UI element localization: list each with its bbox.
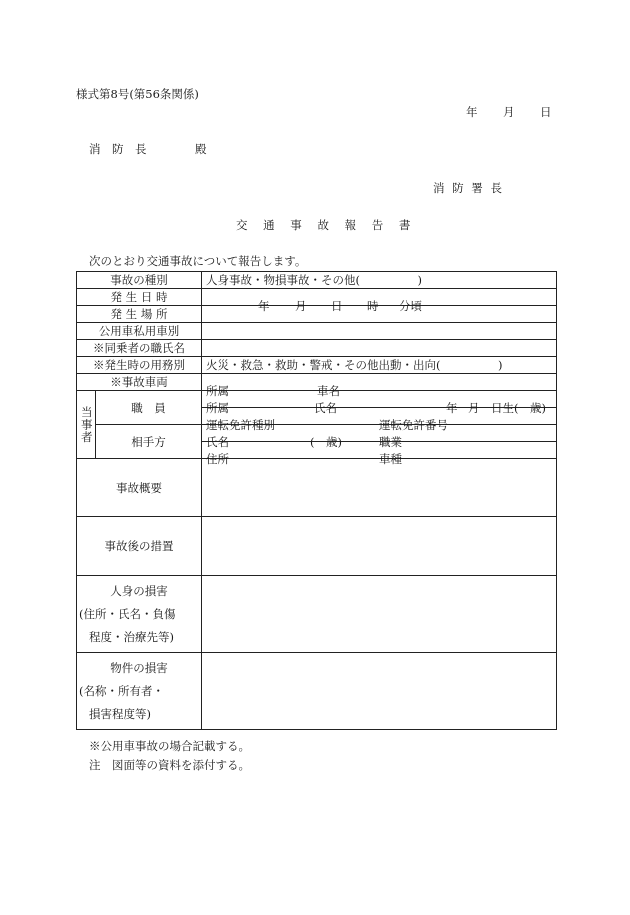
vehicle-kind-label: 公用車私用車別	[77, 323, 202, 340]
sender: 消 防 署 長	[433, 181, 504, 195]
dt-month: 月	[295, 299, 307, 313]
row-vehicle	[77, 374, 557, 391]
honorific: 殿	[195, 142, 207, 156]
property-damage-label-cell	[77, 653, 202, 730]
report-table	[76, 271, 557, 730]
measures-value[interactable]	[202, 517, 557, 576]
vehicle-kind-value[interactable]	[202, 323, 557, 340]
human-damage-line3: 程度・治療先等)	[89, 629, 174, 644]
property-damage-line1: 物件の損害	[110, 660, 168, 675]
human-damage-line2: (住所・氏名・負傷	[79, 606, 176, 621]
human-damage-line1: 人身の損害	[110, 583, 168, 598]
datetime-label: 発 生 日 時	[77, 289, 202, 306]
vehicle-affiliation: 所属	[206, 384, 229, 398]
other-address: 住所	[206, 452, 229, 466]
row-place	[77, 306, 557, 323]
vehicle-value[interactable]	[202, 374, 557, 398]
row-property-damage	[77, 653, 557, 730]
other-party-label: 相手方	[96, 425, 202, 459]
summary-label: 事故概要	[77, 459, 202, 517]
row-duty	[77, 357, 557, 374]
place-value[interactable]	[202, 306, 557, 323]
accident-type-value[interactable]: 人身事故・物損事故・その他( )	[202, 272, 557, 289]
birth-month: 月	[468, 401, 480, 415]
human-damage-value[interactable]	[202, 576, 557, 653]
datetime-value[interactable]	[202, 289, 557, 313]
dt-hour: 時	[367, 299, 379, 313]
other-vehicle: 車種	[379, 452, 402, 466]
other-name: 氏名	[206, 435, 229, 449]
passengers-value[interactable]	[202, 340, 557, 357]
row-passengers	[77, 340, 557, 357]
party-label: 当事者	[79, 405, 94, 444]
note-2: 注 図面等の資料を添付する。	[89, 758, 250, 772]
license-type: 運転免許種別	[206, 418, 275, 432]
date-month: 月	[503, 105, 515, 119]
place-label: 発 生 場 所	[77, 306, 202, 323]
birth-day-age: 日生( 歳)	[491, 401, 546, 415]
note-1: ※公用車事故の場合記載する。	[89, 739, 250, 753]
dt-year: 年	[258, 299, 270, 313]
staff-affiliation: 所属	[206, 401, 229, 415]
passengers-label: ※同乗者の職氏名	[77, 340, 202, 357]
row-other-1	[77, 425, 557, 442]
date-year: 年	[466, 105, 478, 119]
measures-label: 事故後の措置	[77, 517, 202, 576]
property-damage-line2: (名称・所有者・	[79, 683, 164, 698]
summary-value[interactable]	[202, 459, 557, 517]
license-no: 運転免許番号	[379, 418, 448, 432]
other-occupation: 職業	[379, 435, 402, 449]
form-number: 様式第8号(第56条関係)	[76, 87, 199, 101]
duty-value[interactable]: 火災・救急・救助・警戒・その他出動・出向( )	[202, 357, 557, 374]
row-datetime	[77, 289, 557, 306]
row-measures	[77, 517, 557, 576]
row-accident-type	[77, 272, 557, 289]
intro-text: 次のとおり交通事故について報告します。	[89, 254, 307, 268]
row-vehicle-kind	[77, 323, 557, 340]
property-damage-line3: 損害程度等)	[89, 706, 151, 721]
staff-name: 氏名	[314, 401, 337, 415]
human-damage-label-cell	[77, 576, 202, 653]
document-title: 交 通 事 故 報 告 書	[236, 218, 417, 232]
vehicle-label: ※事故車両	[77, 374, 202, 391]
duty-label: ※発生時の用務別	[77, 357, 202, 374]
property-damage-value[interactable]	[202, 653, 557, 730]
staff-info[interactable]	[202, 391, 557, 415]
dt-day: 日	[331, 299, 343, 313]
addressee: 消 防 長	[89, 142, 147, 156]
party-label-cell	[77, 391, 96, 459]
vehicle-name: 車名	[317, 384, 340, 398]
other-age: ( 歳)	[310, 435, 342, 449]
date-day: 日	[540, 105, 552, 119]
row-human-damage	[77, 576, 557, 653]
accident-type-label: 事故の種別	[77, 272, 202, 289]
birth-year: 年	[446, 401, 458, 415]
staff-label: 職 員	[96, 391, 202, 425]
dt-minute: 分頃	[399, 299, 422, 313]
row-summary	[77, 459, 557, 517]
